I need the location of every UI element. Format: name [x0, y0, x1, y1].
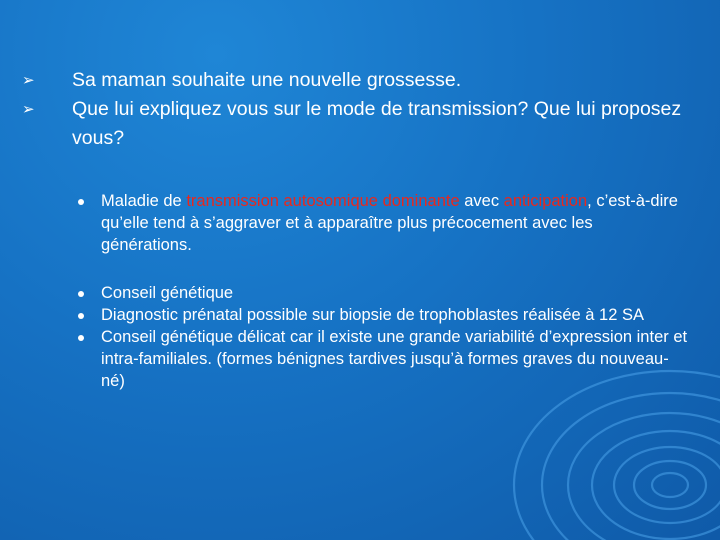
main-bullet-list	[22, 66, 702, 153]
main-bullet-text: Sa maman souhaite une nouvelle grossesse.	[72, 69, 462, 91]
detail-bullet-item	[78, 190, 688, 256]
round-bullet-icon	[78, 313, 84, 319]
round-bullet-icon	[78, 291, 84, 297]
highlight-anticipation: anticipation	[503, 192, 588, 210]
detail-text-explanation: , c’est-à-dire qu’elle tend à s’aggraver et à apparaître plus précocement avec les générations.	[101, 192, 678, 254]
detail-text-connector: avec	[459, 192, 504, 210]
arrow-bullet-icon: ➢	[22, 72, 35, 89]
main-bullet-item	[22, 95, 702, 153]
detail-bullet-item	[78, 304, 688, 326]
round-bullet-icon	[78, 335, 84, 341]
round-bullet-icon	[78, 199, 84, 205]
detail-bullet-item	[78, 282, 688, 304]
detail-bullet-item	[78, 326, 688, 392]
arrow-bullet-icon: ➢	[22, 101, 35, 118]
highlight-transmission-mode: transmission autosomique dominante	[186, 192, 460, 210]
main-bullet-text: Que lui expliquez vous sur le mode de transmission? Que lui proposez vous?	[72, 98, 682, 149]
detail-bullet-text: Conseil génétique	[101, 284, 234, 302]
main-bullet-item	[22, 66, 702, 95]
detail-bullet-text: Diagnostic prénatal possible sur biopsie de trophoblastes réalisée à 12 SA	[101, 306, 644, 324]
detail-bullet-text: Conseil génétique délicat car il existe une grande variabilité d’expression inter et intra-familiales. (formes bénignes tardives jusqu’à formes graves du nouveau-né)	[101, 328, 688, 390]
detail-bullet-list	[78, 190, 688, 392]
detail-text-lead: Maladie de	[101, 192, 187, 210]
